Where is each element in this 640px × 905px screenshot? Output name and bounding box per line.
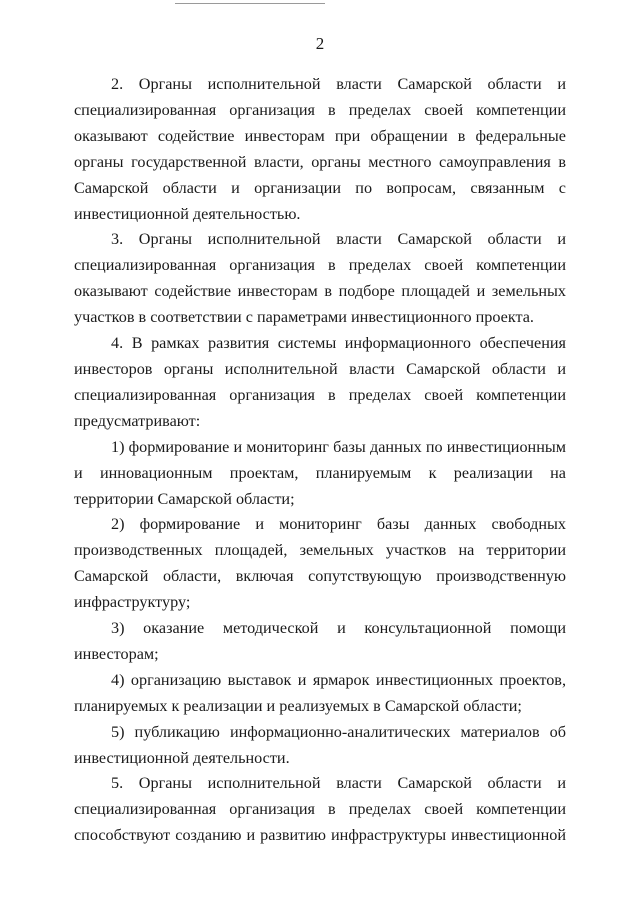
paragraph-4: 4. В рамках развития системы информационного обеспечения инвесторов органы исполнительной власти Самарской области и специализированная организация в пределах своей компетенции предусматривают: [74,334,566,430]
paragraph-3: 3. Органы исполнительной власти Самарской области и специализированная организация в пределах своей компетенции оказывают содействие инвесторам в подборе площадей и земельных участков в соответствии с параметрами инвестиционного проекта. [74,230,566,327]
scan-edge-mark [175,3,325,4]
list-item-3: 3) оказание методической и консультационной помощи инвесторам; [74,619,566,663]
list-item-1: 1) формирование и мониторинг базы данных по инвестиционным и инновационным проектам, планируемым к реализации на территории Самарской области; [74,437,566,508]
paragraph-5: 5. Органы исполнительной власти Самарской области и специализированная организация в пределах своей компетенции способствуют созданию и развитию инфраструктуры инвестиционной [74,774,566,845]
list-item-2: 2) формирование и мониторинг базы данных свободных производственных площадей, земельных участков на территории Самарской области, включая сопутствующую производственную инфраструктуру; [74,515,566,612]
list-item-5: 5) публикацию информационно-аналитических материалов об инвестиционной деятельности. [74,722,566,767]
list-item-4: 4) организацию выставок и ярмарок инвестиционных проектов, планируемых к реализации и реализуемых в Самарской области; [74,670,566,715]
paragraph-2: 2. Органы исполнительной власти Самарской области и специализированная организация в пределах своей компетенции оказывают содействие инвесторам при обращении в федеральные органы государственной власти, органы местного самоуправления в Самарской области и организации по вопросам, связанным с инвестиционной деятельностью. [74,75,566,223]
document-body [74,72,566,849]
page-number: 2 [315,34,325,53]
